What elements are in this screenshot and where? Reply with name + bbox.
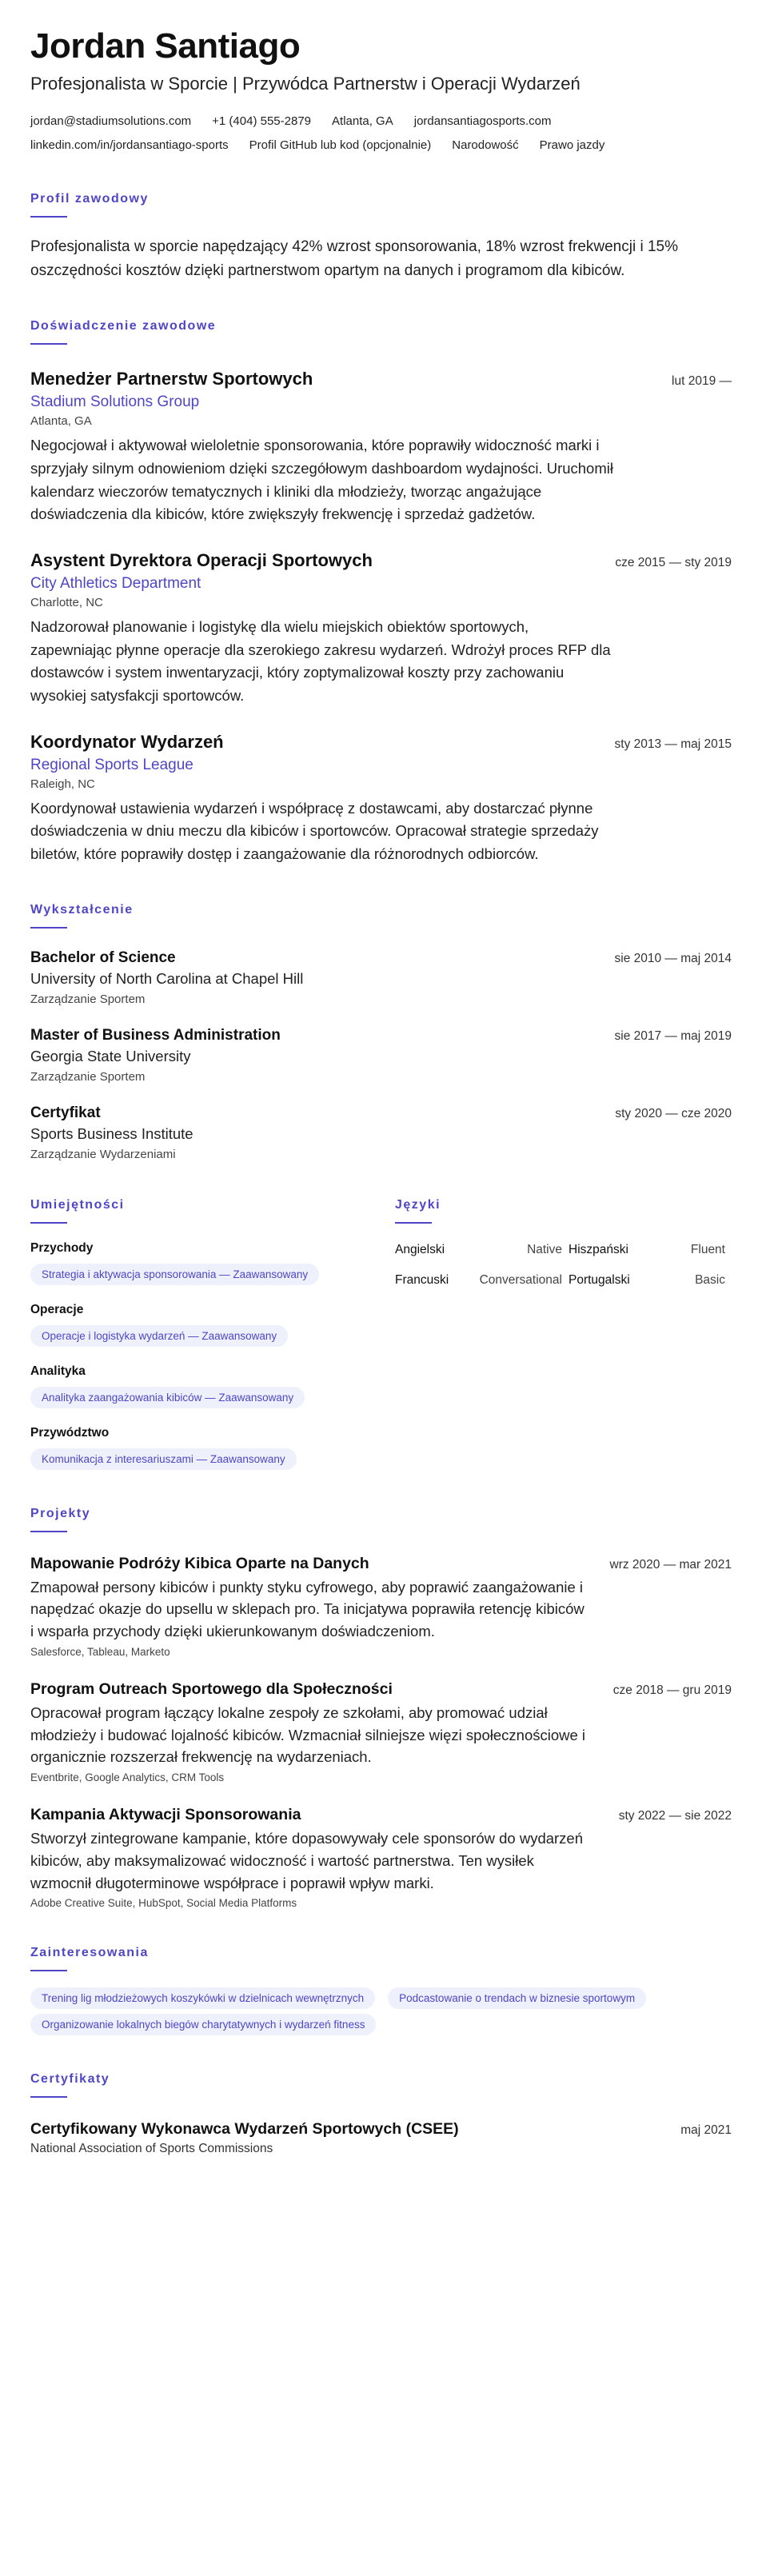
education-date: sie 2017 — maj 2019 — [614, 1028, 732, 1043]
contact-nationality: Narodowość — [452, 138, 519, 153]
languages-section — [395, 1198, 732, 1470]
section-divider — [30, 216, 67, 218]
interest-chip: Trening lig młodzieżowych koszykówki w dzielnicach wewnętrznych — [30, 1987, 375, 2009]
section-divider — [395, 1222, 432, 1224]
skill-category: Przychody — [30, 1240, 94, 1255]
language-level: Native — [527, 1242, 562, 1256]
section-divider — [30, 927, 67, 929]
section-title: Projekty — [30, 1506, 91, 1520]
skills-languages-row — [30, 1198, 732, 1470]
education-degree: Master of Business Administration — [30, 1026, 281, 1044]
education-field: Zarządzanie Sportem — [30, 992, 146, 1006]
skill-category: Operacje — [30, 1302, 84, 1316]
job-title: Asystent Dyrektora Operacji Sportowych — [30, 549, 373, 570]
project-title: Program Outreach Sportowego dla Społeczności — [30, 1679, 393, 1698]
job-company: Stadium Solutions Group — [30, 393, 200, 411]
project-description: Stworzył zintegrowane kampanie, które dopasowywały cele sponsorów do wydarzeń kibiców, aby maksymalizować widoczność i wartość partnerstwa. Ten wysiłek wzmocnił długoterminowe współprace i poprawił wpływ marki. — [30, 1830, 584, 1891]
education-date: sie 2010 — maj 2014 — [614, 951, 732, 965]
skill-group — [30, 1426, 395, 1470]
job-title: Koordynator Wydarzeń — [30, 731, 224, 752]
project-description: Zmapował persony kibiców i punkty styku cyfrowego, aby poprawić zaangażowanie i napędzać okazje do upsellu w sklepach pro. Ta inicjatywa poprawiła retencję kibiców i wsparła przychody dzięki ukierunkowanym doświadczeniom. — [30, 1578, 584, 1640]
education-entry — [30, 949, 732, 1006]
job-date: sty 2013 — maj 2015 — [614, 737, 732, 751]
job-company: Regional Sports League — [30, 756, 193, 773]
job-description: Koordynował ustawienia wydarzeń i współpracę z dostawcami, aby dostarczać płynne doświadczenia w dniu meczu dla kibiców i sportowców. Opracował strategie sprzedaży biletów, które poprawiły dostęp i zaangażowanie dla różnorodnych odbiorców. — [30, 799, 599, 862]
education-field: Zarządzanie Sportem — [30, 1069, 146, 1084]
job-location: Atlanta, GA — [30, 414, 92, 429]
skills-section — [30, 1198, 395, 1470]
project-entry — [30, 1555, 732, 1658]
project-entry — [30, 1680, 732, 1783]
job-description: Negocjował i aktywował wieloletnie sponsorowania, które poprawiły widoczność marki i sprzyjały silnym odnowieniom dzięki szczegółowym dashboardom wydajności. Uruchomił kalendarz wieczorów tematycznych i kliniki dla młodzieży, tworząc angażujące doświadczenia dla kibiców, które zwiększyły frekwencję i sprzedaż gadżetów. — [30, 437, 613, 523]
language-name: Portugalski — [569, 1272, 630, 1287]
project-tools: Eventbrite, Google Analytics, CRM Tools — [30, 1771, 225, 1784]
project-entry — [30, 1806, 732, 1909]
project-tools: Adobe Creative Suite, HubSpot, Social Media Platforms — [30, 1897, 297, 1910]
skill-group — [30, 1241, 395, 1285]
education-school: Sports Business Institute — [30, 1124, 193, 1142]
section-divider — [30, 1531, 67, 1532]
job-description: Nadzorował planowanie i logistykę dla wielu miejskich obiektów sportowych, zapewniając płynne operacje dla szerokiego zakresu wydarzeń. Wdrożył proces RFP dla dostawców i system inwentaryzacji, który zoptymalizował koszty przy zachowaniu wysokiej satysfakcji sportowców. — [30, 617, 611, 704]
skill-group — [30, 1364, 395, 1408]
section-title: Doświadczenie zawodowe — [30, 319, 217, 333]
job-location: Charlotte, NC — [30, 595, 103, 609]
candidate-headline: Profesjonalista w Sporcie | Przywódca Partnerstw i Operacji Wydarzeń — [30, 74, 580, 94]
certificate-issuer: National Association of Sports Commissions — [30, 2142, 273, 2156]
contact-phone[interactable]: +1 (404) 555-2879 — [212, 114, 312, 129]
language-name: Hiszpański — [569, 1242, 628, 1256]
resume-header — [30, 27, 732, 155]
certificate-date: maj 2021 — [680, 2123, 732, 2138]
education-school: Georgia State University — [30, 1047, 191, 1064]
section-title: Umiejętności — [30, 1197, 125, 1212]
project-title: Kampania Aktywacji Sponsorowania — [30, 1806, 301, 1824]
interest-chip: Podcastowanie o trendach w biznesie sportowym — [388, 1987, 646, 2009]
section-divider — [30, 343, 67, 345]
interests-list — [30, 1987, 734, 2035]
experience-section — [30, 319, 732, 865]
language-level: Fluent — [690, 1242, 725, 1256]
project-tools: Salesforce, Tableau, Marketo — [30, 1645, 170, 1658]
language-name: Francuski — [395, 1272, 449, 1287]
job-entry — [30, 732, 732, 866]
contact-license: Prawo jazdy — [539, 138, 605, 153]
languages-grid — [395, 1243, 732, 1288]
project-date: sty 2022 — sie 2022 — [618, 1809, 732, 1823]
contact-bar — [30, 112, 718, 155]
certificate-entry — [30, 2120, 732, 2156]
section-divider — [30, 2096, 67, 2098]
project-date: wrz 2020 — mar 2021 — [609, 1557, 732, 1572]
contact-linkedin[interactable]: linkedin.com/in/jordansantiago-sports — [30, 138, 229, 153]
skill-chip: Strategia i aktywacja sponsorowania — Zaawansowany — [30, 1264, 319, 1285]
contact-website[interactable]: jordansantiagosports.com — [413, 114, 552, 129]
project-description: Opracował program łączący lokalne zespoły ze szkołami, aby promować udział młodzieży i budować lojalność kibiców. Wzmacniał silniejsze więzi społecznościowe i organicznie rozszerzał frekwencję na wydarzeniach. — [30, 1703, 586, 1766]
language-level: Conversational — [479, 1272, 562, 1287]
skill-chip: Operacje i logistyka wydarzeń — Zaawansowany — [30, 1325, 288, 1347]
skill-category: Analityka — [30, 1364, 86, 1378]
section-divider — [30, 1970, 67, 1971]
skill-chip: Komunikacja z interesariuszami — Zaawansowany — [30, 1448, 297, 1470]
skill-category: Przywództwo — [30, 1425, 110, 1440]
education-degree: Certyfikat — [30, 1104, 101, 1121]
job-location: Raleigh, NC — [30, 777, 95, 791]
section-title: Certyfikaty — [30, 2072, 110, 2087]
section-title: Zainteresowania — [30, 1946, 149, 1960]
skill-chip: Analityka zaangażowania kibiców — Zaawansowany — [30, 1387, 305, 1408]
certificate-title: Certyfikowany Wykonawca Wydarzeń Sportowych (CSEE) — [30, 2120, 459, 2139]
job-entry — [30, 550, 732, 708]
project-title: Mapowanie Podróży Kibica Oparte na Danych — [30, 1554, 369, 1572]
education-entry — [30, 1027, 732, 1084]
certificates-section — [30, 2072, 732, 2156]
section-title: Profil zawodowy — [30, 192, 149, 206]
education-entry — [30, 1104, 732, 1161]
projects-section — [30, 1507, 732, 1910]
language-level: Basic — [695, 1272, 725, 1287]
job-date: cze 2015 — sty 2019 — [615, 555, 732, 569]
contact-email[interactable]: jordan@stadiumsolutions.com — [30, 114, 192, 129]
project-date: cze 2018 — gru 2019 — [612, 1683, 732, 1697]
education-section — [30, 903, 732, 1161]
interest-chip: Organizowanie lokalnych biegów charytatywnych i wydarzeń fitness — [30, 2014, 376, 2035]
job-company: City Athletics Department — [30, 574, 201, 592]
contact-location: Atlanta, GA — [332, 114, 393, 129]
education-degree: Bachelor of Science — [30, 949, 176, 966]
job-title: Menedżer Partnerstw Sportowych — [30, 369, 313, 389]
education-school: University of North Carolina at Chapel Hill — [30, 969, 304, 987]
section-title: Wykształcenie — [30, 902, 134, 917]
interests-section — [30, 1946, 732, 2035]
education-field: Zarządzanie Wydarzeniami — [30, 1147, 176, 1161]
job-entry — [30, 369, 732, 526]
education-date: sty 2020 — cze 2020 — [615, 1106, 732, 1120]
candidate-name: Jordan Santiago — [30, 26, 301, 66]
job-date: lut 2019 — — [672, 374, 732, 389]
profile-summary: Profesjonalista w sporcie napędzający 42% wzrost sponsorowania, 18% wzrost frekwencji i 15% oszczędności kosztów dzięki partnerstwom opartym na danych i programom dla kibiców. — [30, 238, 678, 279]
profile-section — [30, 192, 732, 282]
section-title: Języki — [395, 1197, 441, 1212]
language-name: Angielski — [395, 1242, 445, 1256]
skill-group — [30, 1303, 395, 1347]
contact-github[interactable]: Profil GitHub lub kod (opcjonalnie) — [249, 138, 432, 153]
section-divider — [30, 1222, 67, 1224]
